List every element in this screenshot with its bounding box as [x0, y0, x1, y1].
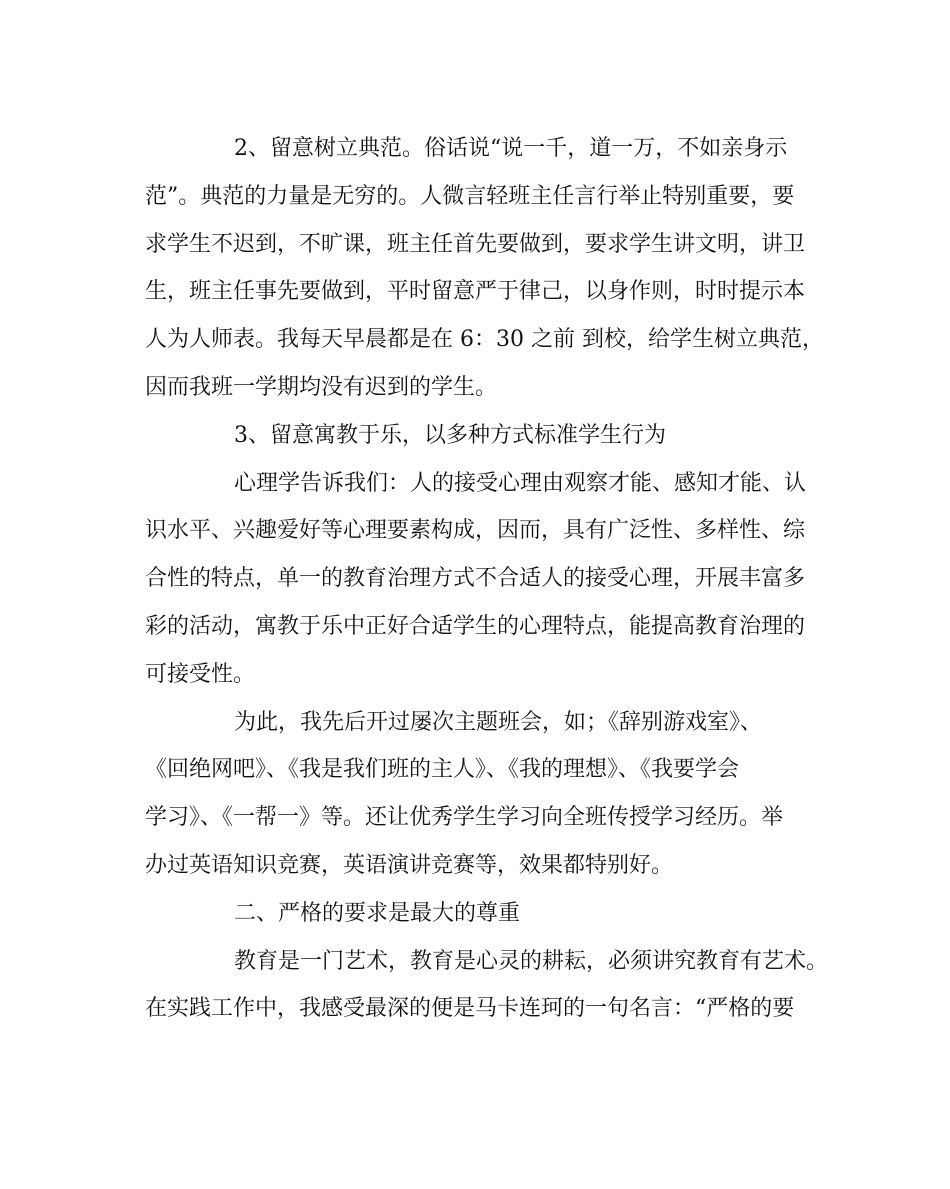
text-line: 《回绝网吧》、《我是我们班的主人》、《我的理想》、《我要学会: [145, 757, 740, 783]
text-line: 识水平、兴趣爱好等心理要素构成，因而，具有广泛性、多样性、综: [145, 518, 806, 544]
section-heading: 3、留意寓教于乐，以多种方式标准学生行为: [234, 422, 666, 448]
section-heading: 二、严格的要求是最大的尊重: [234, 900, 521, 926]
document-body: [145, 125, 845, 1033]
text-line: 在实践工作中，我感受最深的便是马卡连珂的一句名言：“严格的要: [145, 996, 795, 1022]
text-line: 求学生不迟到，不旷课，班主任首先要做到，要求学生讲文明，讲卫: [145, 231, 806, 257]
text-line: 彩的活动，寓教于乐中正好合适学生的心理特点，能提高教育治理的: [145, 613, 806, 639]
text-line: 范”。典范的力量是无穷的。人微言轻班主任言行举止特别重要，要: [145, 183, 795, 209]
text-line: 生，班主任事先要做到，平时留意严于律己，以身作则，时时提示本: [145, 279, 806, 305]
text-line: 心理学告诉我们：人的接受心理由观察才能、感知才能、认: [234, 470, 807, 496]
text-line: 为此，我先后开过屡次主题班会，如；《辞别游戏室》、: [234, 709, 763, 735]
text-line: 教育是一门艺术，教育是心灵的耕耘，必须讲究教育有艺术。: [234, 948, 829, 974]
text-line: 人为人师表。我每天早晨都是在 6：30 之前 到校，给学生树立典范，: [145, 327, 824, 353]
text-line: 2、留意树立典范。俗话说“说一千，道一万，不如亲身示: [234, 136, 788, 161]
text-line: 合性的特点，单一的教育治理方式不合适人的接受心理，开展丰富多: [145, 566, 806, 592]
text-line: 可接受性。: [145, 661, 256, 687]
text-line: 学习》、《一帮一》等。还让优秀学生学习向全班传授学习经历。举: [145, 805, 784, 831]
text-line: 办过英语知识竞赛，英语演讲竞赛等，效果都特别好。: [145, 852, 674, 878]
text-line: 因而我班一学期均没有迟到的学生。: [145, 374, 498, 400]
